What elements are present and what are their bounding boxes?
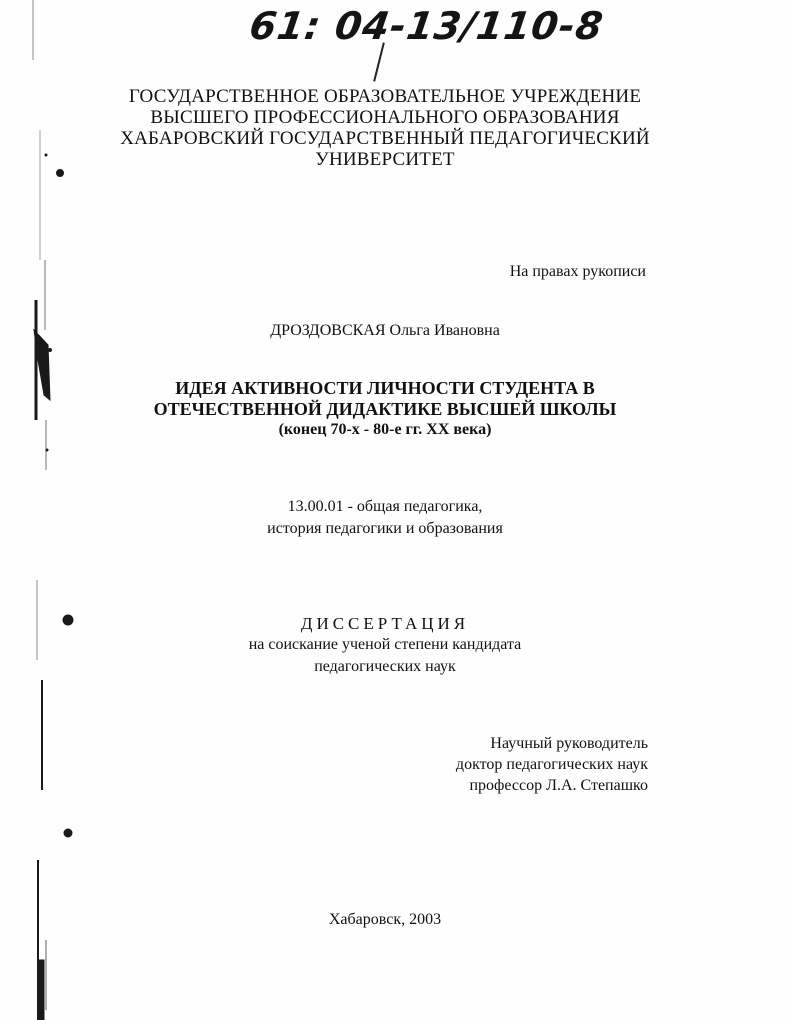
- rights-note: На правах рукописи: [509, 263, 646, 280]
- place-and-year: Хабаровск, 2003: [328, 911, 442, 928]
- institution-header: [0, 86, 770, 170]
- degree-line: педагогических наук: [314, 658, 456, 675]
- scientific-supervisor: [400, 733, 648, 796]
- supervisor-line: Научный руководитель: [490, 735, 648, 752]
- archive-handwritten-code: 61: 04-13/110-8: [246, 4, 607, 48]
- supervisor-line: доктор педагогических наук: [455, 756, 648, 773]
- specialty-line: 13.00.01 - общая педагогика,: [287, 498, 483, 515]
- author-name: ДРОЗДОВСКАЯ Ольга Ивановна: [270, 322, 500, 339]
- degree-line: на соискание ученой степени кандидата: [248, 636, 522, 653]
- title-period: (конец 70-х - 80-е гг. XX века): [278, 421, 492, 438]
- dissertation-title: [0, 378, 770, 440]
- institution-line: УНИВЕРСИТЕТ: [315, 149, 455, 170]
- institution-line: ГОСУДАРСТВЕННОЕ ОБРАЗОВАТЕЛЬНОЕ УЧРЕЖДЕНИЕ: [128, 86, 642, 107]
- specialty-code: [0, 496, 770, 540]
- institution-line: ХАБАРОВСКИЙ ГОСУДАРСТВЕННЫЙ ПЕДАГОГИЧЕСКИЙ: [120, 128, 650, 149]
- title-line: ИДЕЯ АКТИВНОСТИ ЛИЧНОСТИ СТУДЕНТА В: [175, 378, 595, 398]
- institution-line: ВЫСШЕГО ПРОФЕССИОНАЛЬНОГО ОБРАЗОВАНИЯ: [150, 107, 620, 128]
- title-line: ОТЕЧЕСТВЕННОЙ ДИДАКТИКЕ ВЫСШЕЙ ШКОЛЫ: [153, 399, 617, 419]
- specialty-line: история педагогики и образования: [267, 520, 503, 537]
- handwritten-slash-stroke: [373, 42, 385, 81]
- dissertation-type: [0, 614, 770, 678]
- supervisor-line: профессор Л.А. Степашко: [469, 777, 648, 794]
- dissertation-heading: ДИССЕРТАЦИЯ: [300, 614, 470, 633]
